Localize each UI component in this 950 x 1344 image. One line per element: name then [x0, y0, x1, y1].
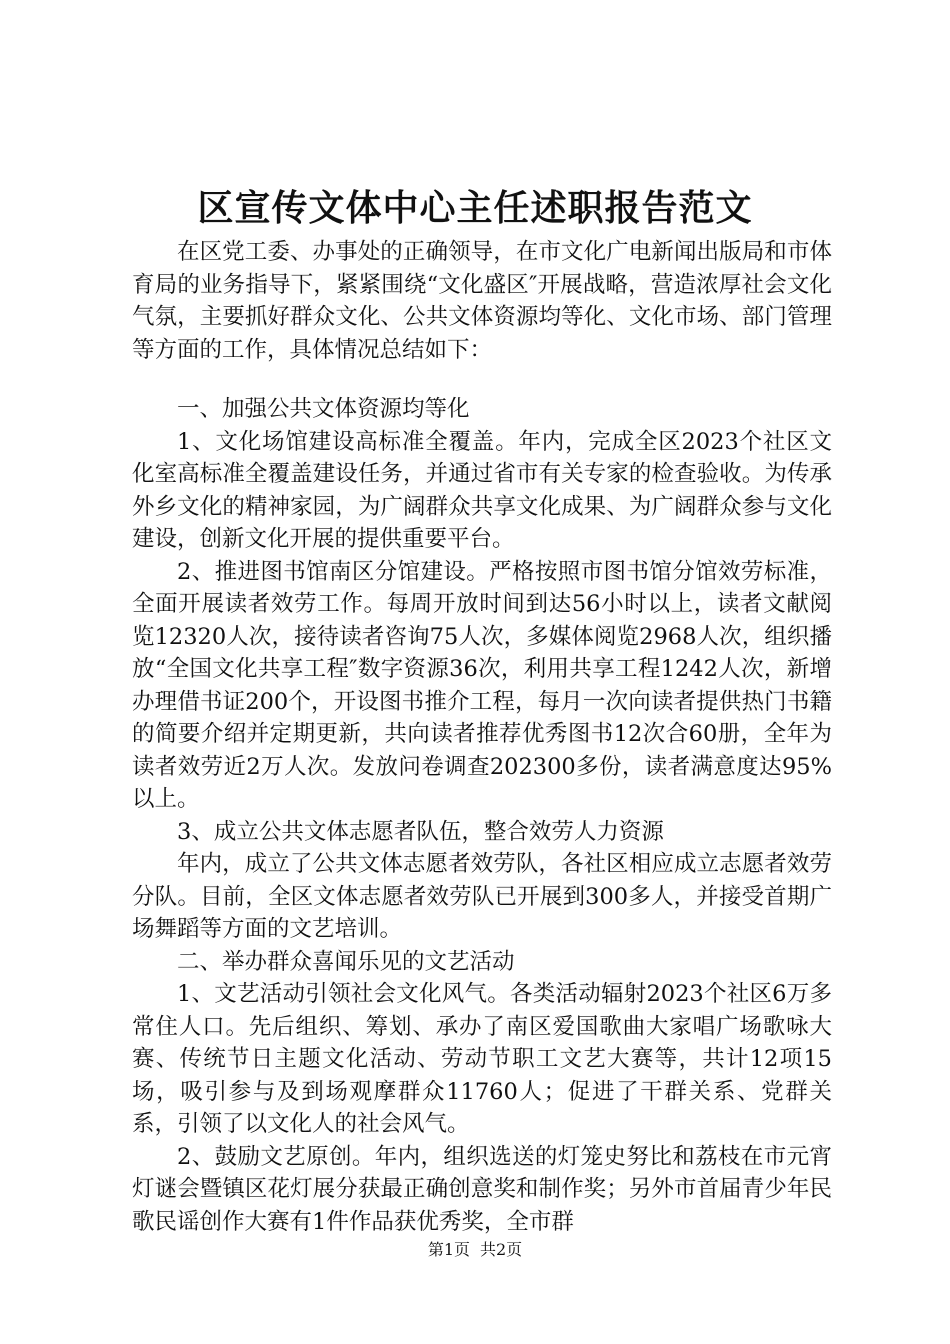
intro-paragraph: 在区党工委、办事处的正确领导，在市文化广电新闻出版局和市体育局的业务指导下，紧紧围绕“文化盛区″开展战略，营造浓厚社会文化气氛，主要抓好群众文化、公共文体资源均等化、文化市场、部门管理等方面的工作，具体情况总结如下： — [132, 239, 832, 363]
body-paragraph: 2、鼓励文艺原创。年内，组织选送的灯笼史努比和荔枝在市元宵灯谜会暨镇区花灯展分获最正确创意奖和制作奖；另外市首届青少年民歌民谣创作大赛有1件作品获优秀奖，全市群 — [132, 1143, 832, 1235]
subsection-heading: 3、成立公共文体志愿者队伍，整合效劳人力资源 — [177, 818, 664, 845]
section-heading-1: 一、加强公共文体资源均等化 — [177, 396, 470, 422]
document-title: 区宣传文体中心主任述职报告范文 — [197, 187, 753, 229]
body-paragraph: 2、推进图书馆南区分馆建设。严格按照市图书馆分馆效劳标准，全面开展读者效劳工作。每周开放时间到达56小时以上，读者文献阅览12320人次，接待读者咨询75人次，多媒体阅览2968人次，组织播放“全国文化共享工程″数字资源36次，利用共享工程1242人次，新增办理借书证200个，开设图书推介工程，每月一次向读者提供热门书籍的简要介绍并定期更新，共向读者推荐优秀图书12次合60册，全年为读者效劳近2万人次。发放问卷调查202300多份，读者满意度达95%以上。 — [132, 558, 832, 812]
document-body — [132, 236, 832, 1238]
page-number: 第1页 — [427, 1240, 470, 1259]
page-total: 共2页 — [480, 1240, 523, 1259]
section-heading-2: 二、举办群众喜闻乐见的文艺活动 — [177, 948, 515, 975]
body-paragraph: 1、文艺活动引领社会文化风气。各类活动辐射2023个社区6万多常住人口。先后组织、筹划、承办了南区爱国歌曲大家唱广场歌咏大赛、传统节日主题文化活动、劳动节职工文艺大赛等，共计12项15场，吸引参与及到场观摩群众11760人；促进了干群关系、党群关系，引领了以文化人的社会风气。 — [132, 981, 832, 1137]
page-footer — [0, 1238, 950, 1262]
body-paragraph: 1、文化场馆建设高标准全覆盖。年内，完成全区2023个社区文化室高标准全覆盖建设任务，并通过省市有关专家的检查验收。为传承外乡文化的精神家园，为广阔群众共享文化成果、为广阔群众参与文化建设，创新文化开展的提供重要平台。 — [132, 428, 832, 552]
body-paragraph: 年内，成立了公共文体志愿者效劳队，各社区相应成立志愿者效劳分队。目前，全区文体志愿者效劳队已开展到300多人，并接受首期广场舞蹈等方面的文艺培训。 — [132, 851, 832, 942]
